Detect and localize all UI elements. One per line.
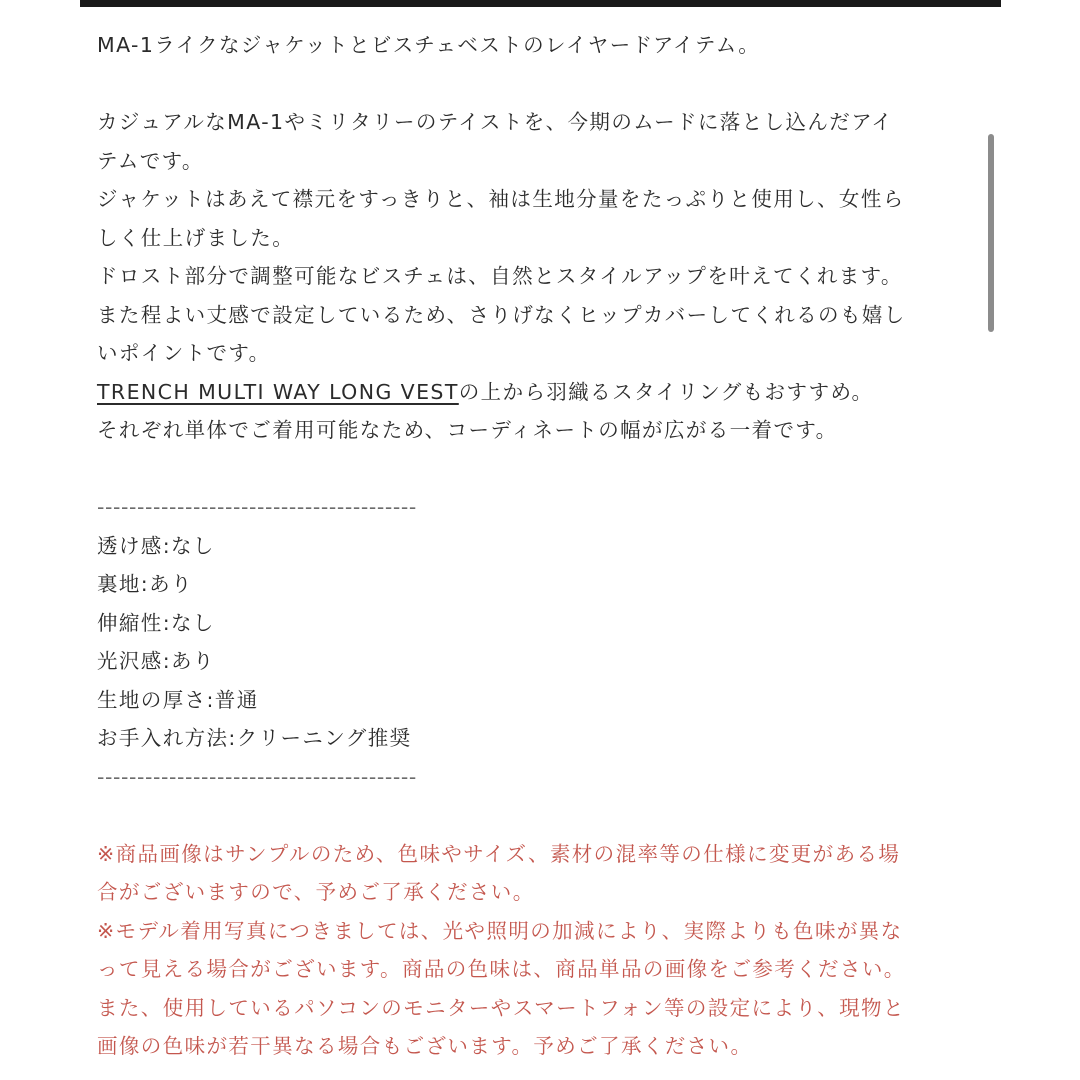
description-line: また程よい丈感で設定しているため、さりげなくヒップカバーしてくれるのも嬉し: [97, 302, 906, 327]
spacer: [97, 65, 987, 104]
spec-item-thickness: 生地の厚さ:普通: [97, 687, 259, 712]
description-headline: MA-1ライクなジャケットとビスチェベストのレイヤードアイテム。: [97, 33, 761, 57]
disclaimer-line: 合がございますので、予めご了承ください。: [97, 880, 535, 904]
scrollbar-thumb[interactable]: [988, 134, 994, 332]
spec-item-lining: 裏地:あり: [97, 572, 193, 596]
styling-recommendation: [97, 373, 987, 412]
spacer: [97, 796, 987, 835]
disclaimer-line: また、使用しているパソコンのモニターやスマートフォン等の設定により、現物と: [97, 995, 905, 1020]
disclaimer-line: 画像の色味が若干異なる場合もございます。予めご了承ください。: [97, 1034, 753, 1058]
description-line: いポイントです。: [97, 341, 271, 365]
disclaimer-line: ※商品画像はサンプルのため、色味やサイズ、素材の混率等の仕様に変更がある場: [97, 841, 901, 866]
spacer: [97, 450, 987, 489]
specs-divider-bottom: ----------------------------------------: [97, 764, 417, 789]
disclaimer-line: ※モデル着用写真につきましては、光や照明の加減により、実際よりも色味が異な: [97, 918, 903, 943]
description-line: カジュアルなMA-1やミリタリーのテイストを、今期のムードに落とし込んだアイ: [97, 110, 894, 134]
description-closing: それぞれ単体でご着用可能なため、コーディネートの幅が広がる一着です。: [97, 418, 838, 442]
description-line: テムです。: [97, 148, 204, 173]
spec-item-gloss: 光沢感:あり: [97, 649, 215, 673]
styling-recommendation-text: の上から羽織るスタイリングもおすすめ。: [458, 379, 874, 404]
description-line: ドロスト部分で調整可能なビスチェは、自然とスタイルアップを叶えてくれます。: [97, 264, 903, 288]
description-line: しく仕上げました。: [97, 225, 295, 250]
product-description-content: [97, 26, 987, 1066]
trench-vest-link[interactable]: TRENCH MULTI WAY LONG VEST: [97, 379, 459, 404]
specs-divider-top: ----------------------------------------: [97, 495, 417, 519]
top-header-bar: [80, 0, 1001, 7]
spec-item-care: お手入れ方法:クリーニング推奨: [97, 726, 412, 750]
spec-item-stretch: 伸縮性:なし: [97, 610, 215, 635]
spec-item-sheerness: 透け感:なし: [97, 533, 215, 558]
description-line: ジャケットはあえて襟元をすっきりと、袖は生地分量をたっぷりと使用し、女性ら: [97, 187, 905, 211]
disclaimer-line: って見える場合がございます。商品の色味は、商品単品の画像をご参考ください。: [97, 957, 906, 981]
